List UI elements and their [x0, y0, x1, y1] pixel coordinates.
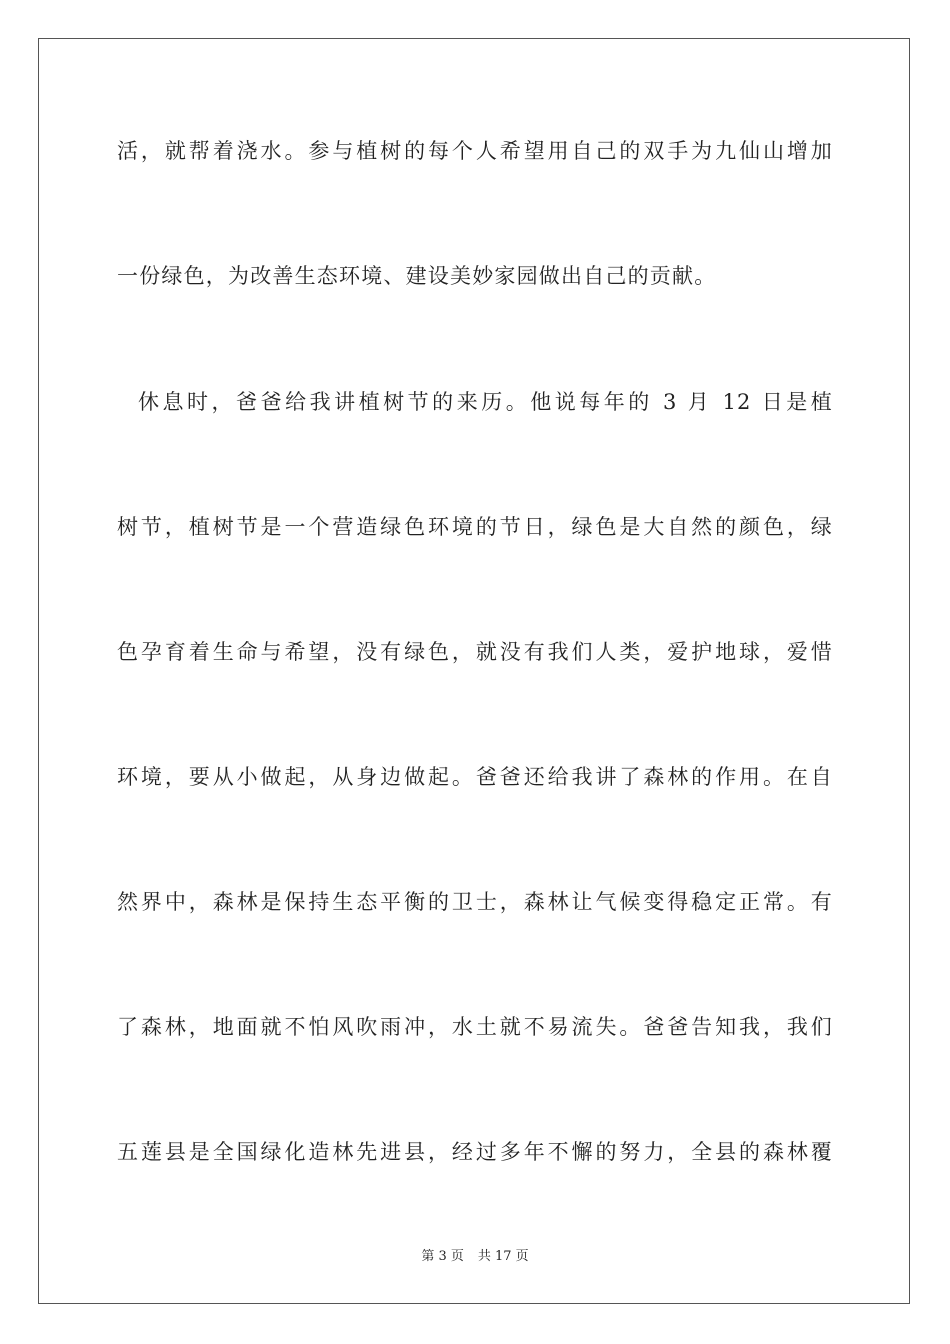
text-line-9: 五莲县是全国绿化造林先进县，经过多年不懈的努力，全县的森林覆	[117, 1140, 833, 1164]
page-number: 第 3 页	[421, 1249, 464, 1264]
page-border	[38, 38, 910, 1304]
text-line-5: 色孕育着生命与希望，没有绿色，就没有我们人类，爱护地球，爱惜	[117, 640, 833, 664]
text-line-6: 环境，要从小做起，从身边做起。爸爸还给我讲了森林的作用。在自	[117, 765, 833, 789]
page-total: 共 17 页	[477, 1249, 529, 1264]
text-line-8: 了森林，地面就不怕风吹雨冲，水土就不易流失。爸爸告知我，我们	[117, 1015, 833, 1039]
text-line-4: 树节，植树节是一个营造绿色环境的节日，绿色是大自然的颜色，绿	[117, 515, 833, 539]
page-footer	[0, 1248, 950, 1266]
text-line-3: 休息时，爸爸给我讲植树节的来历。他说每年的 3 月 12 日是植	[138, 390, 833, 414]
text-line-7: 然界中，森林是保持生态平衡的卫士，森林让气候变得稳定正常。有	[117, 890, 833, 914]
text-line-2: 一份绿色，为改善生态环境、建设美妙家园做出自己的贡献。	[117, 264, 717, 288]
text-line-1: 活，就帮着浇水。参与植树的每个人希望用自己的双手为九仙山增加	[117, 139, 833, 163]
